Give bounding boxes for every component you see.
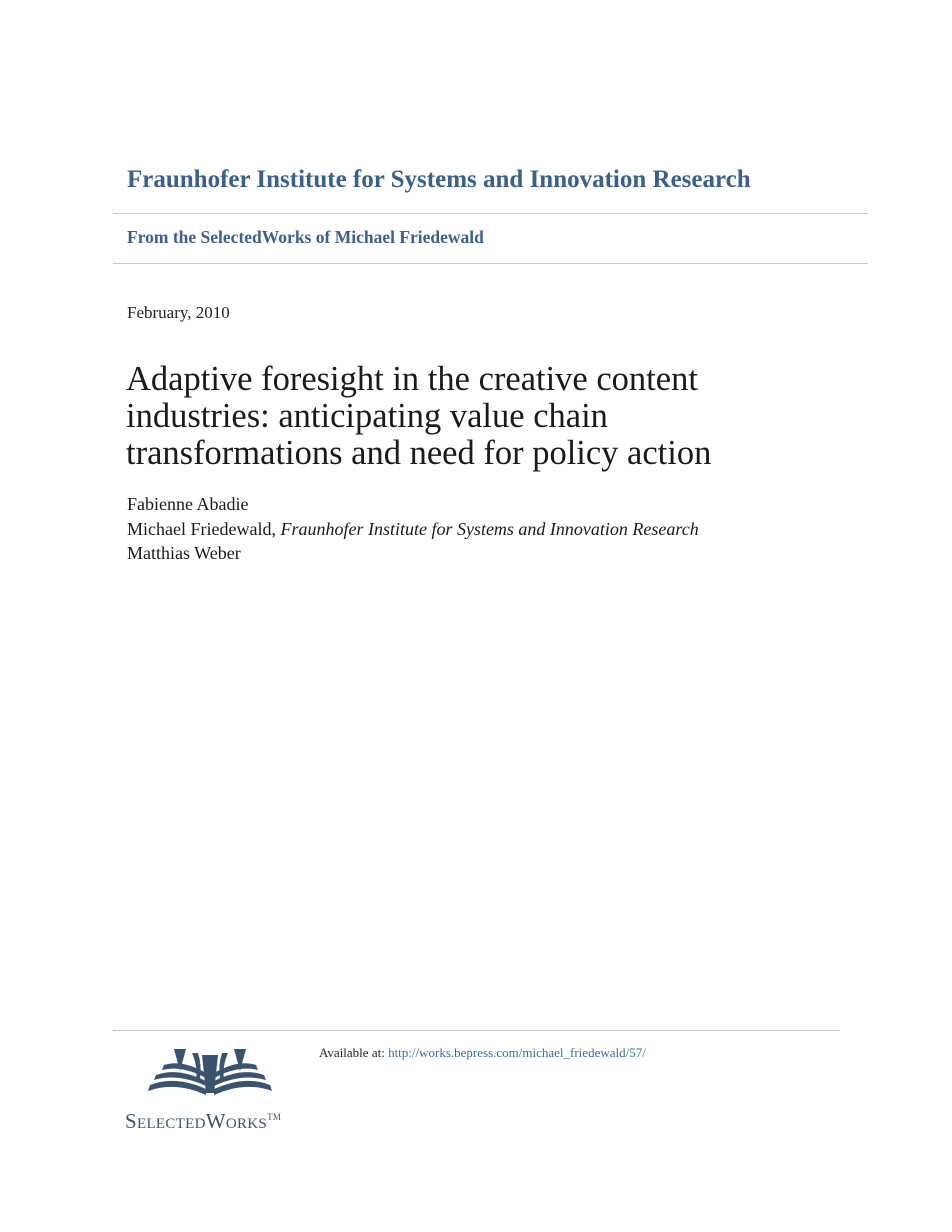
author-name: Fabienne Abadie	[127, 494, 249, 514]
author-affiliation: Fraunhofer Institute for Systems and Innovation Research	[280, 518, 699, 539]
divider-top	[113, 213, 868, 214]
selectedworks-author-link[interactable]: From the SelectedWorks of Michael Friedewald	[127, 227, 484, 247]
author-list	[127, 492, 699, 566]
author-3	[127, 541, 699, 566]
paper-title: Adaptive foresight in the creative content industries: anticipating value chain transformations and need for policy action	[126, 360, 712, 472]
paper-url-link[interactable]: http://works.bepress.com/michael_friedewald/57/	[388, 1045, 646, 1060]
author-name: Matthias Weber	[127, 543, 241, 563]
divider-footer	[113, 1030, 840, 1031]
trademark: TM	[267, 1112, 282, 1122]
divider-middle	[113, 263, 868, 264]
brand-name: SelectedWorks	[125, 1109, 268, 1133]
author-1	[127, 492, 699, 517]
available-at	[319, 1045, 646, 1061]
author-2	[127, 517, 699, 542]
institution-heading[interactable]: Fraunhofer Institute for Systems and Innovation Research	[127, 166, 751, 193]
author-name: Michael Friedewald,	[127, 518, 276, 539]
publication-date: February, 2010	[127, 303, 230, 322]
selectedworks-book-logo-icon[interactable]	[140, 1045, 280, 1107]
selectedworks-brand[interactable]	[125, 1109, 281, 1134]
available-label: Available at:	[319, 1045, 385, 1060]
